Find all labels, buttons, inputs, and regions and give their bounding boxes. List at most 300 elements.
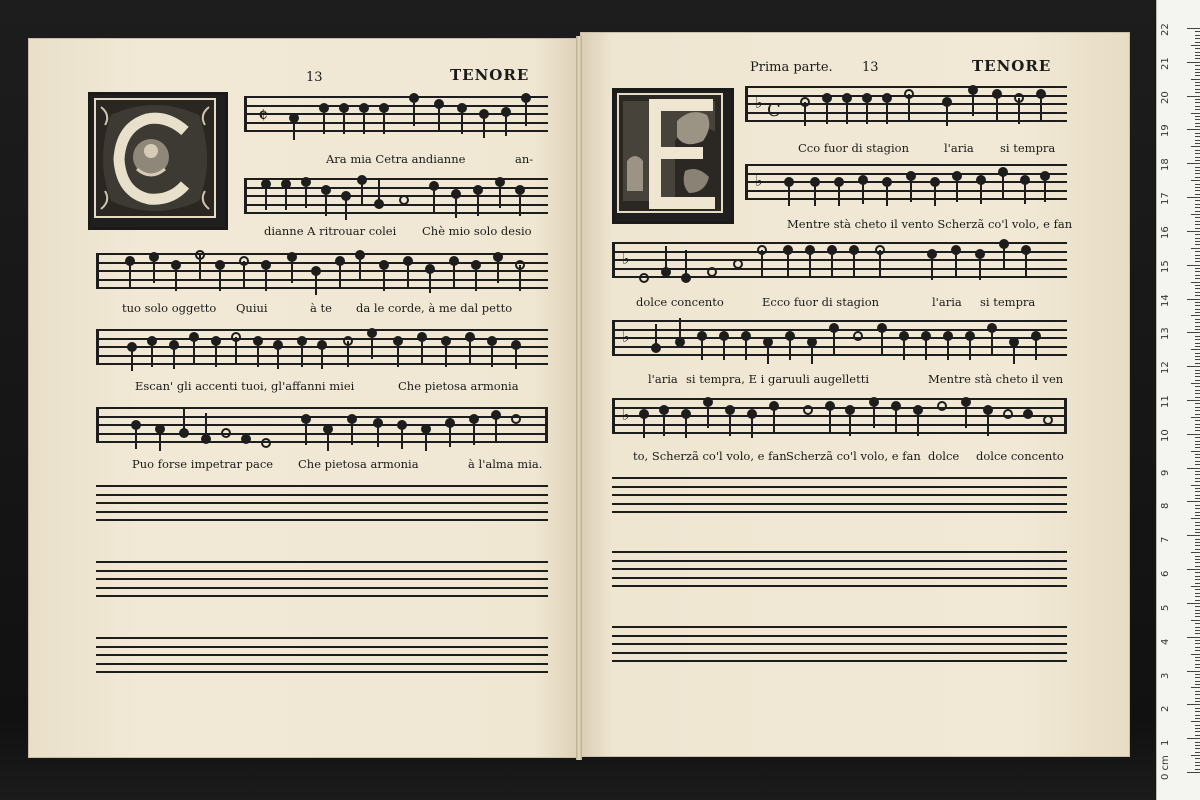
ruler-minor-tick xyxy=(1195,606,1200,607)
ruler-minor-tick xyxy=(1191,687,1200,688)
ruler-major-tick xyxy=(1187,96,1200,97)
ruler-minor-tick xyxy=(1195,48,1200,49)
ruler-minor-tick xyxy=(1195,35,1200,36)
lyric-right-12: to, Scherzã co'l volo, e fan xyxy=(633,449,787,463)
ruler-minor-tick xyxy=(1195,157,1200,158)
ruler-minor-tick xyxy=(1195,657,1200,658)
ruler-minor-tick xyxy=(1195,576,1200,577)
measurement-ruler xyxy=(1156,0,1200,800)
ruler-minor-tick xyxy=(1195,217,1200,218)
ruler-minor-tick xyxy=(1195,69,1200,70)
ruler-minor-tick xyxy=(1195,728,1200,729)
ruler-minor-tick xyxy=(1195,140,1200,141)
ruler-minor-tick xyxy=(1195,674,1200,675)
notes-left-staff-1 xyxy=(244,78,548,150)
svg-text:♭: ♭ xyxy=(755,171,763,190)
ruler-minor-tick xyxy=(1195,55,1200,56)
ruler-minor-tick xyxy=(1191,315,1200,316)
ruler-minor-tick xyxy=(1195,647,1200,648)
lyric-right-8: si tempra xyxy=(980,295,1036,309)
ruler-minor-tick xyxy=(1191,586,1200,587)
ruler-minor-tick xyxy=(1195,92,1200,93)
right-page-number: 13 xyxy=(862,60,879,75)
ruler-minor-tick xyxy=(1195,549,1200,550)
ruler-minor-tick xyxy=(1195,681,1200,682)
ruler-minor-tick xyxy=(1195,376,1200,377)
ruler-minor-tick xyxy=(1191,620,1200,621)
lyric-left-13: à l'alma mia. xyxy=(468,457,543,471)
notes-left-staff-2 xyxy=(244,160,548,232)
ruler-label: 19 xyxy=(1160,124,1171,138)
lyric-left-8: da le corde, à me dal petto xyxy=(356,301,513,315)
ruler-minor-tick xyxy=(1195,109,1200,110)
ruler-minor-tick xyxy=(1195,75,1200,76)
ruler-minor-tick xyxy=(1195,356,1200,357)
ruler-major-tick xyxy=(1187,231,1200,232)
ruler-label: 13 xyxy=(1160,327,1171,341)
ruler-minor-tick xyxy=(1195,251,1200,252)
ruler-label: 7 xyxy=(1160,536,1171,544)
lyric-left-4: Chè mio solo desio xyxy=(422,224,532,238)
right-staff-4 xyxy=(612,320,1067,356)
ruler-minor-tick xyxy=(1195,336,1200,337)
ruler-major-tick xyxy=(1187,299,1200,300)
ruler-label: 22 xyxy=(1160,23,1171,36)
ruler-minor-tick xyxy=(1195,718,1200,719)
ruler-minor-tick xyxy=(1195,664,1200,665)
ruler-minor-tick xyxy=(1195,58,1200,59)
left-empty-staff-3 xyxy=(96,637,548,673)
ruler-minor-tick xyxy=(1191,45,1200,46)
ruler-minor-tick xyxy=(1195,380,1200,381)
svg-text:♭: ♭ xyxy=(622,249,630,268)
ruler-minor-tick xyxy=(1195,677,1200,678)
ruler-minor-tick xyxy=(1195,343,1200,344)
ruler-minor-tick xyxy=(1195,600,1200,601)
ruler-minor-tick xyxy=(1195,583,1200,584)
notes-left-staff-3 xyxy=(96,235,548,307)
ruler-major-tick xyxy=(1187,129,1200,130)
ruler-minor-tick xyxy=(1195,633,1200,634)
ruler-minor-tick xyxy=(1195,488,1200,489)
ruler-minor-tick xyxy=(1195,613,1200,614)
ruler-minor-tick xyxy=(1191,146,1200,147)
ruler-label: 4 xyxy=(1160,638,1171,645)
ruler-minor-tick xyxy=(1195,82,1200,83)
ruler-major-tick xyxy=(1187,637,1200,638)
ruler-label: 8 xyxy=(1160,503,1171,510)
left-empty-staff-2 xyxy=(96,561,548,597)
ruler-minor-tick xyxy=(1195,769,1200,770)
ruler-minor-tick xyxy=(1195,464,1200,465)
right-staff-3 xyxy=(612,242,1067,278)
ruler-minor-tick xyxy=(1195,539,1200,540)
ruler-minor-tick xyxy=(1195,525,1200,526)
ruler-major-tick xyxy=(1187,704,1200,705)
ruler-minor-tick xyxy=(1195,258,1200,259)
ruler-minor-tick xyxy=(1195,187,1200,188)
ruler-label: 14 xyxy=(1160,293,1171,307)
ruler-minor-tick xyxy=(1191,451,1200,452)
ruler-minor-tick xyxy=(1195,725,1200,726)
ruler-minor-tick xyxy=(1195,616,1200,617)
ruler-minor-tick xyxy=(1195,650,1200,651)
right-empty-staff-3 xyxy=(612,626,1067,662)
ruler-minor-tick xyxy=(1195,102,1200,103)
ruler-minor-tick xyxy=(1195,190,1200,191)
ruler-major-tick xyxy=(1187,535,1200,536)
ruler-minor-tick xyxy=(1195,393,1200,394)
ruler-minor-tick xyxy=(1195,457,1200,458)
ruler-minor-tick xyxy=(1195,116,1200,117)
ruler-minor-tick xyxy=(1195,397,1200,398)
lyric-right-10: si tempra, E i garuuli augelletti xyxy=(686,372,870,386)
ruler-minor-tick xyxy=(1195,370,1200,371)
ruler-minor-tick xyxy=(1195,403,1200,404)
ruler-minor-tick xyxy=(1195,133,1200,134)
right-staff-5 xyxy=(612,398,1067,434)
right-voice-heading: TENORE xyxy=(972,57,1052,75)
ruler-minor-tick xyxy=(1195,748,1200,749)
ruler-major-tick xyxy=(1187,163,1200,164)
ruler-minor-tick xyxy=(1195,177,1200,178)
svg-text:C: C xyxy=(767,100,781,121)
ruler-minor-tick xyxy=(1195,241,1200,242)
ruler-label: 5 xyxy=(1160,604,1171,611)
ruler-label: 20 xyxy=(1160,90,1171,104)
ruler-minor-tick xyxy=(1195,221,1200,222)
ruler-minor-tick xyxy=(1195,359,1200,360)
ruler-minor-tick xyxy=(1195,38,1200,39)
ruler-minor-tick xyxy=(1195,471,1200,472)
lyric-left-1: Ara mia Cetra andianne xyxy=(326,152,466,166)
svg-text:♭: ♭ xyxy=(622,327,630,346)
ruler-minor-tick xyxy=(1195,742,1200,743)
ruler-major-tick xyxy=(1187,671,1200,672)
ruler-minor-tick xyxy=(1195,173,1200,174)
ruler-minor-tick xyxy=(1195,498,1200,499)
ruler-minor-tick xyxy=(1195,512,1200,513)
ruler-minor-tick xyxy=(1191,113,1200,114)
right-empty-staff-1 xyxy=(612,477,1067,513)
ruler-label: 6 xyxy=(1160,570,1171,578)
ruler-minor-tick xyxy=(1195,228,1200,229)
ruler-major-tick xyxy=(1187,62,1200,63)
ruler-minor-tick xyxy=(1195,302,1200,303)
notes-right-staff-4 xyxy=(612,302,1067,374)
ruler-minor-tick xyxy=(1195,126,1200,127)
lyric-right-3: si tempra xyxy=(1000,141,1056,155)
notes-left-staff-5 xyxy=(96,389,548,461)
ruler-minor-tick xyxy=(1195,353,1200,354)
ruler-minor-tick xyxy=(1191,485,1200,486)
ruler-label: 18 xyxy=(1160,158,1171,172)
ruler-minor-tick xyxy=(1195,288,1200,289)
ruler-minor-tick xyxy=(1195,346,1200,347)
ruler-minor-tick xyxy=(1195,684,1200,685)
lyric-right-13: Scherzã co'l volo, e fan xyxy=(786,449,921,463)
ruler-minor-tick xyxy=(1191,180,1200,181)
ruler-minor-tick xyxy=(1195,640,1200,641)
ruler-minor-tick xyxy=(1195,285,1200,286)
ruler-minor-tick xyxy=(1191,417,1200,418)
ruler-minor-tick xyxy=(1195,295,1200,296)
ruler-minor-tick xyxy=(1195,427,1200,428)
ruler-major-tick xyxy=(1187,501,1200,502)
left-staff-1 xyxy=(244,96,548,132)
ruler-minor-tick xyxy=(1195,363,1200,364)
ruler-minor-tick xyxy=(1195,414,1200,415)
ruler-minor-tick xyxy=(1195,319,1200,320)
ruler-minor-tick xyxy=(1195,275,1200,276)
lyric-left-10: Che pietosa armonia xyxy=(398,379,519,393)
ruler-label: 16 xyxy=(1160,226,1171,239)
ruler-minor-tick xyxy=(1195,508,1200,509)
ruler-minor-tick xyxy=(1195,627,1200,628)
ruler-minor-tick xyxy=(1191,518,1200,519)
ruler-minor-tick xyxy=(1195,491,1200,492)
ruler-minor-tick xyxy=(1195,238,1200,239)
ruler-minor-tick xyxy=(1195,99,1200,100)
notes-right-staff-3 xyxy=(612,224,1067,296)
ruler-minor-tick xyxy=(1195,437,1200,438)
ruler-minor-tick xyxy=(1195,731,1200,732)
lyric-right-6: Ecco fuor di stagion xyxy=(762,295,880,309)
ruler-minor-tick xyxy=(1195,715,1200,716)
ruler-minor-tick xyxy=(1195,292,1200,293)
ruler-minor-tick xyxy=(1195,566,1200,567)
ruler-minor-tick xyxy=(1195,454,1200,455)
ruler-minor-tick xyxy=(1195,160,1200,161)
ruler-minor-tick xyxy=(1195,505,1200,506)
ruler-minor-tick xyxy=(1195,326,1200,327)
ruler-minor-tick xyxy=(1195,312,1200,313)
ruler-minor-tick xyxy=(1195,610,1200,611)
ruler-minor-tick xyxy=(1191,552,1200,553)
ruler-minor-tick xyxy=(1195,708,1200,709)
ruler-minor-tick xyxy=(1195,52,1200,53)
ruler-minor-tick xyxy=(1191,755,1200,756)
left-page-number: 13 xyxy=(306,70,323,85)
lyric-left-3: dianne A ritrouar colei xyxy=(264,224,397,238)
ruler-minor-tick xyxy=(1195,89,1200,90)
left-staff-3 xyxy=(96,253,548,289)
lyric-left-11: Puo forse impetrar pace xyxy=(132,457,274,471)
ruler-minor-tick xyxy=(1195,386,1200,387)
ruler-label: 10 xyxy=(1160,429,1171,442)
ruler-minor-tick xyxy=(1195,207,1200,208)
left-staff-2 xyxy=(244,178,548,214)
ruler-major-tick xyxy=(1187,738,1200,739)
lyric-right-11: Mentre stà cheto il ven xyxy=(928,372,1064,386)
ruler-minor-tick xyxy=(1195,593,1200,594)
ruler-major-tick xyxy=(1187,468,1200,469)
ruler-major-tick xyxy=(1187,28,1200,29)
ruler-minor-tick xyxy=(1195,322,1200,323)
ruler-minor-tick xyxy=(1195,698,1200,699)
ruler-label: 15 xyxy=(1160,259,1171,273)
ruler-label: 0 cm xyxy=(1160,755,1171,780)
lyric-right-15: dolce concento xyxy=(976,449,1064,463)
ruler-minor-tick xyxy=(1195,735,1200,736)
ruler-minor-tick xyxy=(1191,721,1200,722)
ruler-minor-tick xyxy=(1195,119,1200,120)
left-staff-4 xyxy=(96,329,548,365)
ruler-minor-tick xyxy=(1195,745,1200,746)
ruler-minor-tick xyxy=(1195,752,1200,753)
left-staff-5 xyxy=(96,407,548,443)
ruler-minor-tick xyxy=(1195,31,1200,32)
ruler-major-tick xyxy=(1187,265,1200,266)
ruler-minor-tick xyxy=(1195,596,1200,597)
ruler-minor-tick xyxy=(1195,667,1200,668)
ruler-minor-tick xyxy=(1195,478,1200,479)
ruler-minor-tick xyxy=(1195,123,1200,124)
ruler-minor-tick xyxy=(1195,143,1200,144)
ruler-label: 3 xyxy=(1160,672,1171,679)
ruler-major-tick xyxy=(1187,332,1200,333)
ruler-minor-tick xyxy=(1195,572,1200,573)
ruler-minor-tick xyxy=(1195,390,1200,391)
lyric-right-9: l'aria xyxy=(648,372,678,386)
ruler-minor-tick xyxy=(1195,407,1200,408)
ruler-minor-tick xyxy=(1191,79,1200,80)
lyric-right-4: Mentre stà cheto il vento Scherzã co'l volo, e fan xyxy=(787,217,1073,231)
ruler-minor-tick xyxy=(1195,255,1200,256)
notes-right-staff-1 xyxy=(745,68,1067,140)
ruler-minor-tick xyxy=(1195,373,1200,374)
ruler-major-tick xyxy=(1187,400,1200,401)
ruler-major-tick xyxy=(1187,772,1200,773)
ruler-label: 11 xyxy=(1160,395,1171,408)
ruler-minor-tick xyxy=(1195,420,1200,421)
ruler-minor-tick xyxy=(1195,522,1200,523)
ruler-minor-tick xyxy=(1195,562,1200,563)
ruler-label: 2 xyxy=(1160,705,1171,713)
ruler-minor-tick xyxy=(1195,630,1200,631)
ruler-minor-tick xyxy=(1191,248,1200,249)
ruler-minor-tick xyxy=(1195,309,1200,310)
ruler-minor-tick xyxy=(1195,589,1200,590)
ruler-label: 17 xyxy=(1160,192,1171,206)
book-spine xyxy=(576,36,582,760)
ruler-minor-tick xyxy=(1195,85,1200,86)
ruler-minor-tick xyxy=(1195,545,1200,546)
ruler-minor-tick xyxy=(1191,383,1200,384)
ruler-minor-tick xyxy=(1195,72,1200,73)
ruler-major-tick xyxy=(1187,366,1200,367)
ruler-minor-tick xyxy=(1195,694,1200,695)
right-part-label: Prima parte. xyxy=(750,60,833,75)
ruler-minor-tick xyxy=(1195,200,1200,201)
notes-right-staff-5 xyxy=(612,380,1067,452)
ruler-minor-tick xyxy=(1195,643,1200,644)
ruler-label: 12 xyxy=(1160,361,1171,375)
ruler-minor-tick xyxy=(1195,194,1200,195)
ruler-minor-tick xyxy=(1191,349,1200,350)
svg-text:𝄵: 𝄵 xyxy=(258,104,268,129)
notes-left-staff-4 xyxy=(96,311,548,383)
ruler-minor-tick xyxy=(1195,711,1200,712)
ruler-minor-tick xyxy=(1195,474,1200,475)
ruler-minor-tick xyxy=(1191,214,1200,215)
ruler-minor-tick xyxy=(1195,691,1200,692)
lyric-right-7: l'aria xyxy=(932,295,962,309)
ruler-minor-tick xyxy=(1195,424,1200,425)
ruler-minor-tick xyxy=(1195,542,1200,543)
ruler-label: 21 xyxy=(1160,57,1171,70)
ruler-label: 1 xyxy=(1160,739,1171,747)
lyric-left-9: Escan' gli accenti tuoi, gl'affanni miei xyxy=(135,379,355,393)
ruler-minor-tick xyxy=(1195,211,1200,212)
lyric-left-12: Che pietosa armonia xyxy=(298,457,419,471)
ruler-minor-tick xyxy=(1195,271,1200,272)
left-empty-staff-1 xyxy=(96,485,548,521)
ruler-minor-tick xyxy=(1195,329,1200,330)
lyric-left-6: Quiui xyxy=(236,301,268,315)
ruler-minor-tick xyxy=(1195,623,1200,624)
ruler-minor-tick xyxy=(1195,153,1200,154)
lyric-left-5: tuo solo oggetto xyxy=(122,301,217,315)
lyric-right-2: l'aria xyxy=(944,141,974,155)
ruler-minor-tick xyxy=(1195,444,1200,445)
ruler-minor-tick xyxy=(1195,65,1200,66)
ruler-minor-tick xyxy=(1195,136,1200,137)
left-voice-heading: TENORE xyxy=(450,66,530,84)
ruler-minor-tick xyxy=(1195,234,1200,235)
ruler-minor-tick xyxy=(1195,441,1200,442)
ruler-minor-tick xyxy=(1195,532,1200,533)
lyric-left-7: à te xyxy=(310,301,332,315)
ruler-minor-tick xyxy=(1195,529,1200,530)
ruler-minor-tick xyxy=(1195,461,1200,462)
ruler-minor-tick xyxy=(1195,556,1200,557)
ruler-minor-tick xyxy=(1195,244,1200,245)
ruler-major-tick xyxy=(1187,569,1200,570)
ruler-minor-tick xyxy=(1195,765,1200,766)
svg-text:♭: ♭ xyxy=(755,93,763,112)
ruler-label: 9 xyxy=(1160,469,1171,476)
ruler-minor-tick xyxy=(1195,758,1200,759)
ruler-minor-tick xyxy=(1191,654,1200,655)
lyric-right-1: Cco fuor di stagion xyxy=(798,141,910,155)
ruler-major-tick xyxy=(1187,197,1200,198)
right-empty-staff-2 xyxy=(612,551,1067,587)
lyric-right-14: dolce xyxy=(928,449,960,463)
decorated-initial-c-image xyxy=(88,92,228,230)
ruler-minor-tick xyxy=(1195,339,1200,340)
ruler-minor-tick xyxy=(1195,495,1200,496)
ruler-major-tick xyxy=(1187,434,1200,435)
ruler-minor-tick xyxy=(1195,481,1200,482)
notes-right-staff-2 xyxy=(745,146,1067,218)
ruler-minor-tick xyxy=(1195,559,1200,560)
ruler-minor-tick xyxy=(1195,268,1200,269)
ruler-minor-tick xyxy=(1195,447,1200,448)
ruler-minor-tick xyxy=(1195,701,1200,702)
ruler-minor-tick xyxy=(1195,278,1200,279)
ruler-minor-tick xyxy=(1195,224,1200,225)
ruler-minor-tick xyxy=(1195,305,1200,306)
ruler-minor-tick xyxy=(1195,150,1200,151)
ruler-minor-tick xyxy=(1195,42,1200,43)
lyric-left-2: an- xyxy=(515,152,534,166)
ruler-minor-tick xyxy=(1195,167,1200,168)
ruler-minor-tick xyxy=(1195,204,1200,205)
ruler-major-tick xyxy=(1187,603,1200,604)
ruler-minor-tick xyxy=(1195,261,1200,262)
decorated-initial-e-image xyxy=(612,88,734,224)
